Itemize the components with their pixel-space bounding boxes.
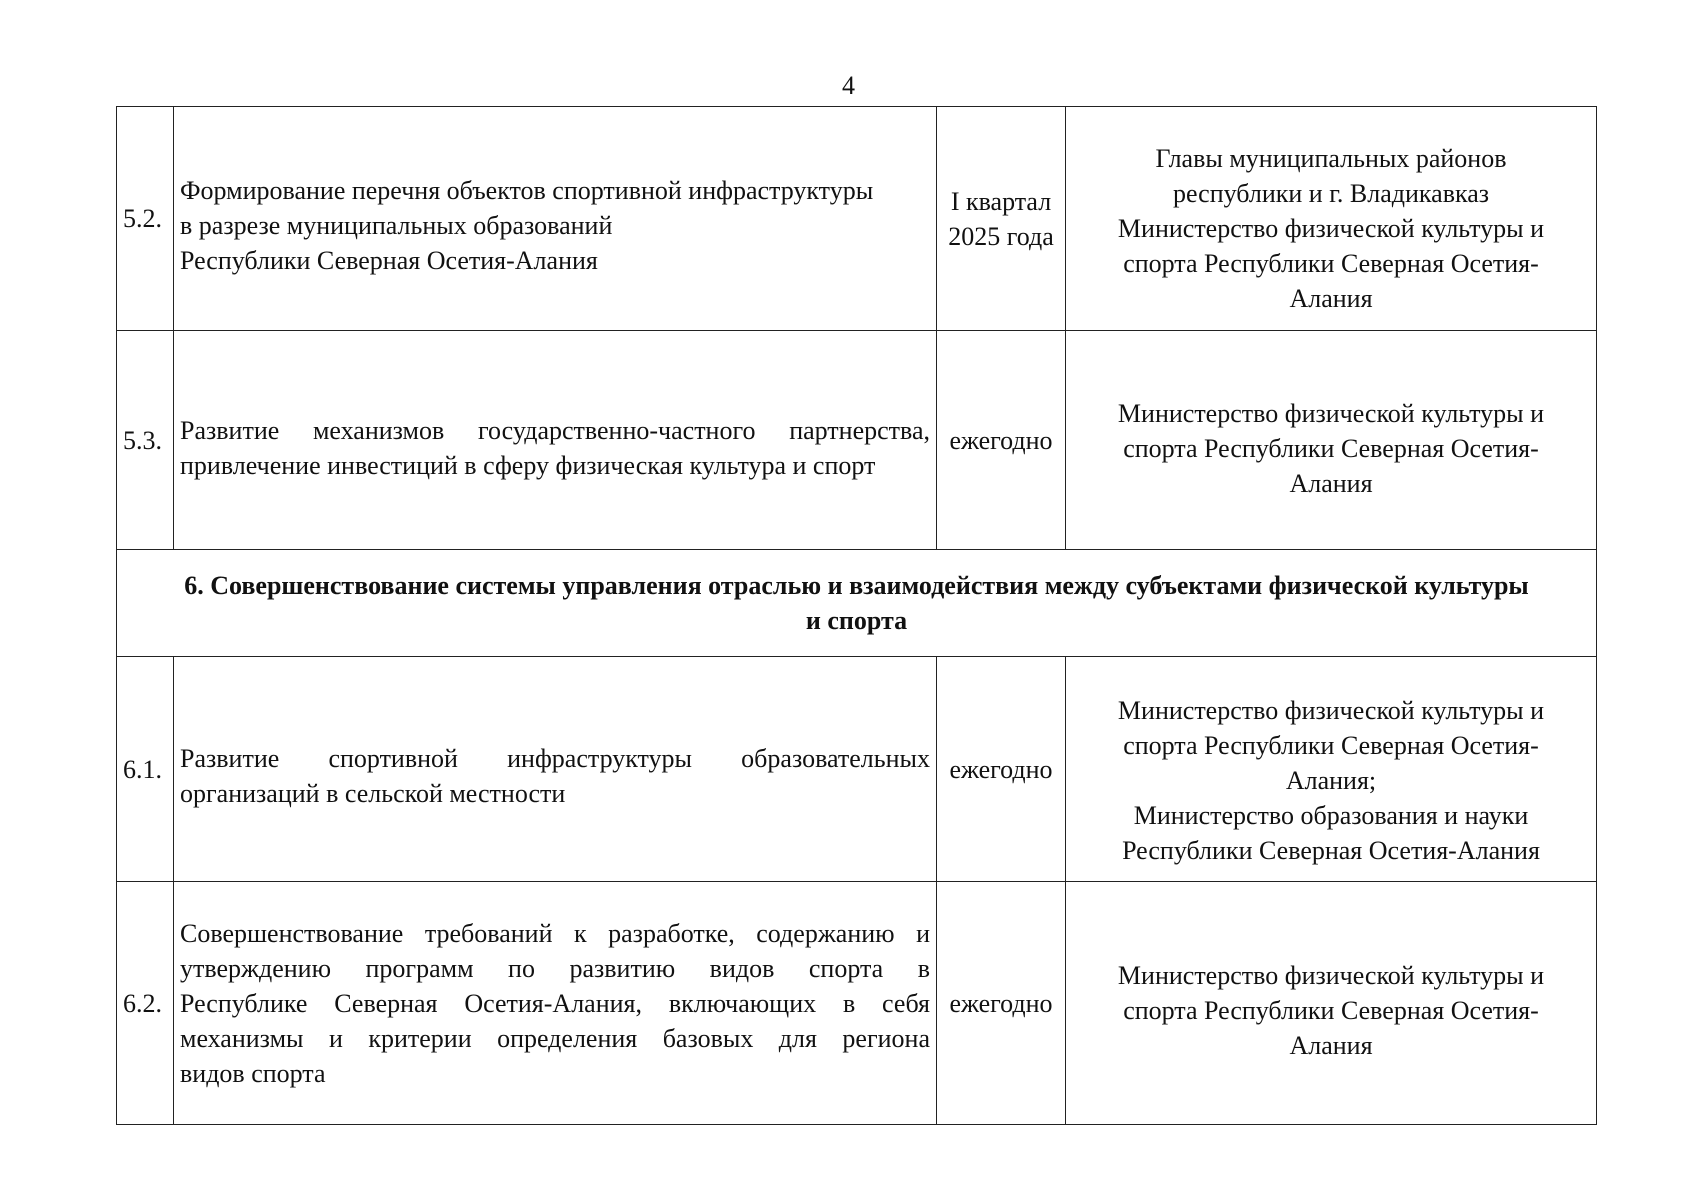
table-row [117, 331, 1597, 550]
activity-line: Совершенствование требований к разработке, содержанию и [180, 918, 930, 948]
term-line: 2025 года [948, 221, 1054, 251]
responsible-cell [1066, 657, 1597, 882]
activity-line: механизмы и критерии определения базовых для региона [180, 1023, 930, 1053]
term-line: ежегодно [949, 988, 1053, 1018]
responsible-cell [1066, 107, 1597, 331]
responsible-line: спорта Республики Северная Осетия- [1123, 995, 1539, 1025]
table-row [117, 657, 1597, 882]
term-cell [937, 657, 1066, 882]
responsible-line: республики и г. Владикавказ [1172, 179, 1490, 208]
row-number: 5.2. [117, 107, 174, 331]
section-title-line: 6. Совершенствование системы управления отраслью и взаимодействия между субъектами физической культуры [184, 571, 1529, 600]
responsible-line: Главы муниципальных районов [1155, 144, 1507, 173]
responsible-line: спорта Республики Северная Осетия- [1123, 433, 1539, 463]
row-number: 6.1. [117, 657, 174, 882]
responsible-line: Министерство физической культуры и [1117, 695, 1545, 725]
responsible-line: Алания; [1285, 765, 1377, 795]
term-cell [937, 882, 1066, 1125]
responsible-line: Республики Северная Осетия-Алания [1122, 835, 1540, 865]
activity-line: Развитие спортивной инфраструктуры образовательных [180, 744, 930, 773]
activity-line: в разрезе муниципальных образований [180, 211, 613, 240]
term-line: ежегодно [949, 754, 1053, 784]
activity-cell [174, 657, 937, 882]
term-line: I квартал [950, 186, 1052, 216]
responsible-cell [1066, 331, 1597, 550]
section-title [117, 550, 1597, 657]
page-number [0, 70, 1697, 102]
activity-cell [174, 331, 937, 550]
activity-cell [174, 882, 937, 1125]
responsible-line: Алания [1289, 468, 1373, 498]
responsible-line: Алания [1289, 1030, 1373, 1060]
responsible-line: Министерство образования и науки [1133, 800, 1529, 830]
action-plan-table [116, 106, 1597, 1125]
responsible-line: Министерство физической культуры и [1117, 214, 1545, 243]
activity-line: Республики Северная Осетия-Алания [180, 246, 598, 275]
page-number-text: 4 [842, 71, 855, 100]
term-cell [937, 331, 1066, 550]
table-row [117, 882, 1597, 1125]
term-cell [937, 107, 1066, 331]
activity-line: привлечение инвестиций в сферу физическая культура и спорт [180, 451, 876, 480]
responsible-line: Министерство физической культуры и [1117, 398, 1545, 428]
activity-line: видов спорта [180, 1058, 326, 1088]
responsible-line: спорта Республики Северная Осетия- [1123, 730, 1539, 760]
term-line: ежегодно [949, 425, 1053, 455]
row-number: 5.3. [117, 331, 174, 550]
responsible-line: Алания [1289, 284, 1373, 313]
responsible-cell [1066, 882, 1597, 1125]
activity-line: утверждению программ по развитию видов спорта в [180, 953, 930, 983]
responsible-line: Министерство физической культуры и [1117, 960, 1545, 990]
activity-line: Развитие механизмов государственно-частного партнерства, [180, 416, 930, 445]
section-header-row [117, 550, 1597, 657]
responsible-line: спорта Республики Северная Осетия- [1123, 249, 1539, 278]
row-number: 6.2. [117, 882, 174, 1125]
activity-line: Формирование перечня объектов спортивной инфраструктуры [180, 176, 874, 205]
activity-line: организаций в сельской местности [180, 779, 566, 808]
table-row [117, 107, 1597, 331]
section-title-line: и спорта [805, 606, 908, 635]
activity-cell [174, 107, 937, 331]
activity-line: Республике Северная Осетия-Алания, включающих в себя [180, 988, 930, 1018]
